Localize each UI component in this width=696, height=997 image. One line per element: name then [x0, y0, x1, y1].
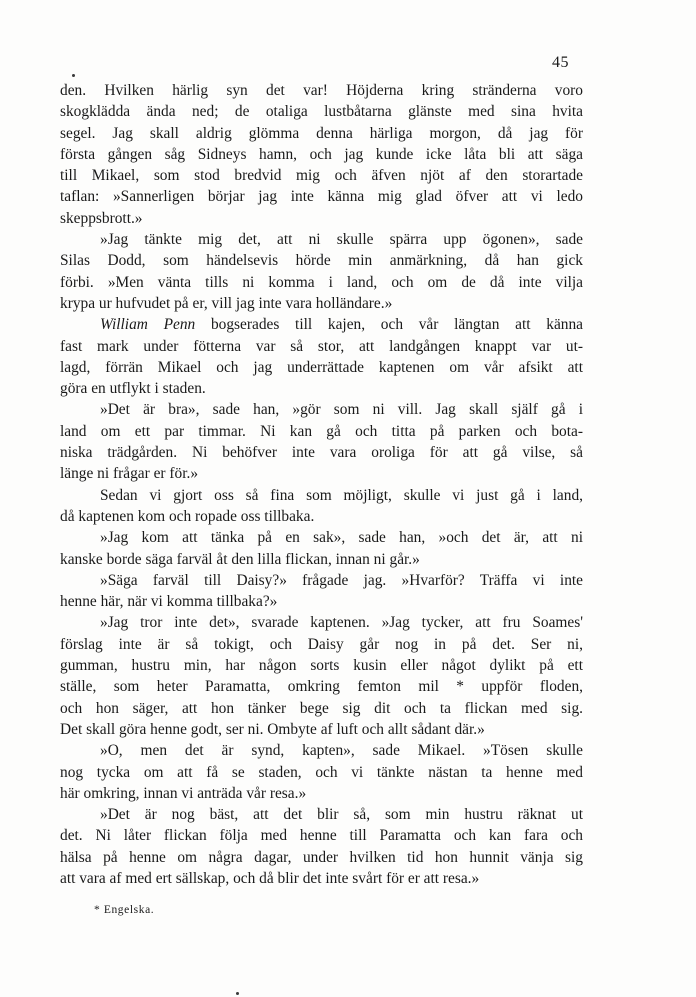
body-text	[60, 80, 583, 889]
text-line: den. Hvilken härlig syn det var! Höjderna kring stränderna voro	[60, 82, 583, 99]
text-line: Det skall göra henne godt, ser ni. Ombyte af luft och allt sådant där.»	[60, 720, 485, 738]
text-line: gumman, hustru min, har någon sorts kusin eller något dylikt på ett	[60, 657, 583, 675]
text-line: »O, men det är synd, kapten», sade Mikael. »Tösen skulle	[100, 742, 583, 760]
text-line: nog tycka om att få se staden, och vi tänkte nästan ta henne med	[60, 763, 583, 781]
footnote: * Engelska.	[94, 904, 155, 916]
text-line: »Det är bra», sade han, »gör som ni vill. Jag skall själf gå i	[100, 401, 583, 419]
paragraph	[60, 485, 583, 528]
text-line: till Mikael, som stod bredvid mig och äfven njöt af den storartade	[60, 167, 583, 185]
text-line: kanske borde säga farväl åt den lilla flickan, innan ni går.»	[60, 550, 420, 568]
stray-mark-bottom	[236, 992, 239, 995]
text-line: förslag inte är så tokigt, och Daisy går nog in på det. Ser ni,	[60, 635, 583, 653]
text-line: göra en utflykt i staden.	[60, 380, 206, 398]
paragraph	[60, 399, 583, 484]
ship-name: William Penn	[100, 316, 196, 334]
text-line: och hon säger, att hon tänker bege sig dit och ta flickan med sig.	[60, 699, 583, 717]
paragraph	[60, 612, 583, 740]
text-line: »Det är nog bäst, att det blir så, som min hustru räknat ut	[100, 806, 583, 824]
paragraph	[60, 80, 583, 229]
text-line: hälsa på henne om några dagar, under hvilken tid hon hunnit vänja sig	[60, 848, 583, 866]
text-line: fast mark under fötterna var så stor, att landgången knappt var ut-	[60, 337, 583, 355]
text-line: här omkring, innan vi anträda vår resa.»	[60, 784, 307, 802]
text-line: att vara af med ert sällskap, och då blir det inte svårt för er att resa.»	[60, 869, 480, 887]
text-line: »Jag tror inte det», svarade kaptenen. »Jag tycker, att fru Soames'	[100, 614, 583, 632]
text-line: då kaptenen kom och ropade oss tillbaka.	[60, 507, 315, 525]
text-line: niska trädgården. Ni behöfver inte vara oroliga för att gå vilse, så	[60, 444, 583, 462]
paragraph	[60, 527, 583, 570]
paragraph	[60, 804, 583, 889]
stray-mark-top	[72, 74, 75, 77]
text-line: första gången såg Sidneys hamn, och jag kunde icke låta bli att säga	[60, 145, 583, 163]
text-line: det. Ni låter flickan följa med henne till Paramatta och kan fara och	[60, 827, 583, 845]
text-line: segel. Jag skall aldrig glömma denna härliga morgon, då jag för	[60, 124, 583, 142]
text-segment: bogserades till kajen, och vår längtan att känna	[195, 316, 583, 334]
text-line: »Säga farväl till Daisy?» frågade jag. »Hvarför? Träffa vi inte	[100, 571, 583, 589]
text-line: krypa ur hufvudet på er, vill jag inte vara holländare.»	[60, 294, 393, 312]
text-line: Silas Dodd, som händelsevis hörde min anmärkning, då han gick	[60, 252, 583, 270]
text-line: henne här, när vi komma tillbaka?»	[60, 593, 278, 611]
text-line: förbi. »Men vänta tills ni komma i land, och om de då inte vilja	[60, 273, 583, 291]
paragraph	[60, 740, 583, 804]
paragraph	[60, 229, 583, 314]
text-line	[60, 314, 583, 335]
text-line: land om ett par timmar. Ni kan gå och titta på parken och bota-	[60, 422, 583, 440]
text-line: »Jag tänkte mig det, att ni skulle spärra upp ögonen», sade	[100, 231, 583, 249]
text-line: skogklädda ända ned; de otaliga lustbåtarna glänste med sina hvita	[60, 103, 583, 121]
paragraph	[60, 314, 583, 399]
text-line: lagd, förrän Mikael och jag underrättade kaptenen om vår afsikt att	[60, 358, 583, 376]
paragraph	[60, 570, 583, 613]
text-line: länge ni frågar er för.»	[60, 465, 199, 483]
text-line: Sedan vi gjort oss så fina som möjligt, skulle vi just gå i land,	[100, 486, 583, 504]
text-line: taflan: »Sannerligen börjar jag inte känna mig glad öfver att vi ledo	[60, 188, 583, 206]
page-number: 45	[552, 54, 569, 71]
text-line: skeppsbrott.»	[60, 209, 143, 227]
text-line: ställe, som heter Paramatta, omkring femton mil * uppför floden,	[60, 678, 583, 696]
text-line: »Jag kom att tänka på en sak», sade han, »och det är, att ni	[100, 529, 583, 547]
